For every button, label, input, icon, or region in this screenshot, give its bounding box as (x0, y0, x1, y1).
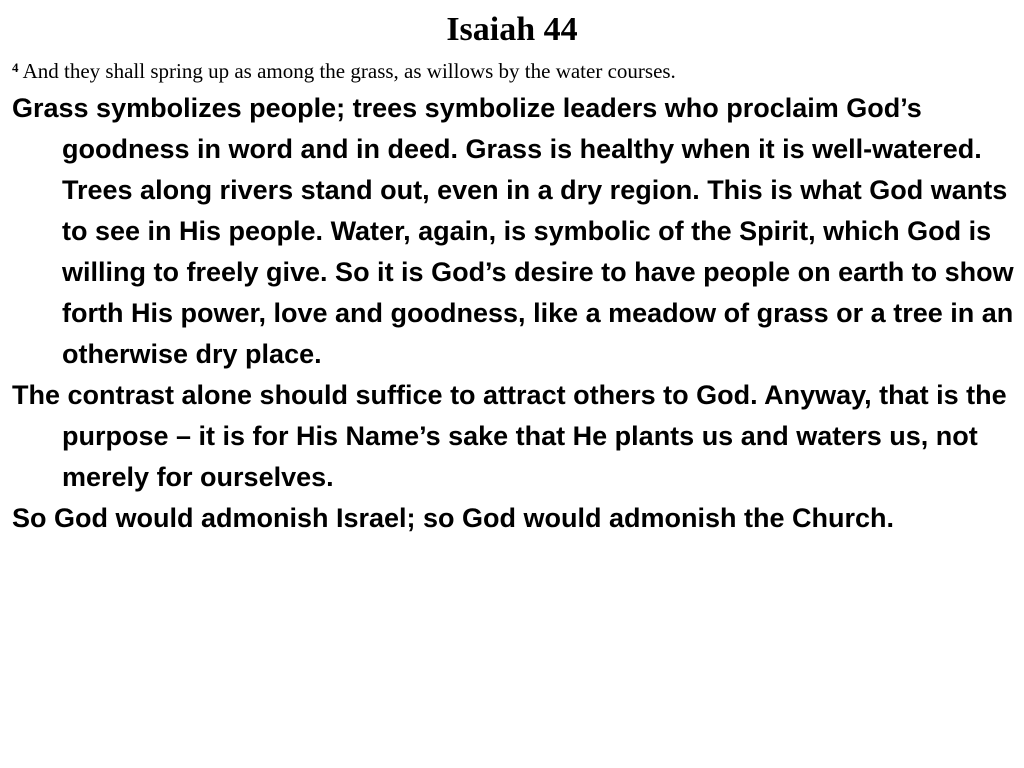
commentary-paragraph: So God would admonish Israel; so God would admonish the Church. (12, 503, 895, 533)
verse-text: And they shall spring up as among the grass, as willows by the water courses. (22, 59, 676, 83)
commentary (12, 88, 1017, 539)
verse-number: 4 (12, 60, 19, 75)
commentary-paragraph: Grass symbolizes people; trees symbolize leaders who proclaim God’s goodness in word and in deed. Grass is healthy when it is well-watered. Trees along rivers stand out, even in a dry region. This is what God wants to see in His people. Water, again, is symbolic of the Spirit, which God is willing to freely give. So it is God’s desire to have people on earth to show forth His power, love and goodness, like a meadow of grass or a tree in an otherwise dry place. (12, 93, 1014, 369)
scripture-verse (12, 56, 1017, 86)
commentary-paragraph: The contrast alone should suffice to attract others to God. Anyway, that is the purpose – it is for His Name’s sake that He plants us and waters us, not merely for ourselves. (12, 380, 1007, 492)
slide-title: Isaiah 44 (446, 11, 578, 48)
